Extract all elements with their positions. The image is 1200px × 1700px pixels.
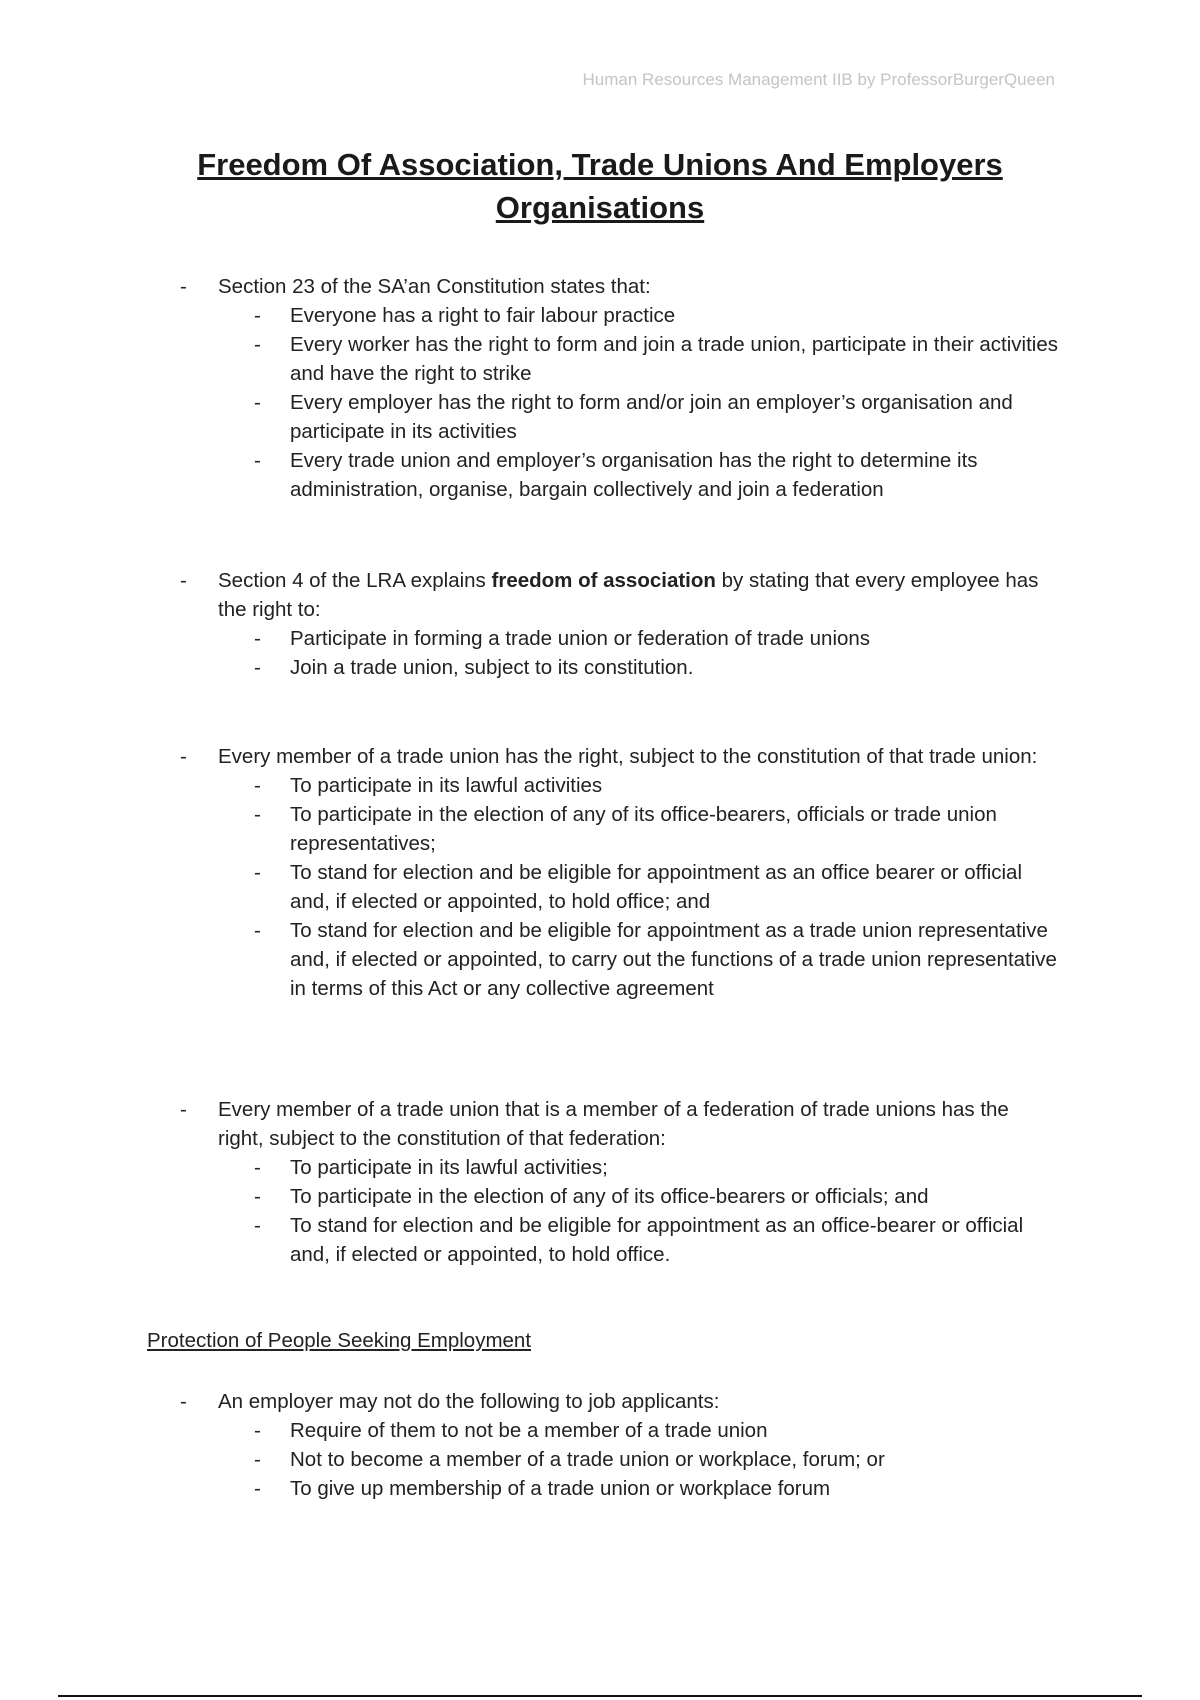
sub-bullet-text: To stand for election and be eligible for appointment as an office bearer or official and, if elected or appointed, to hold office; and (290, 861, 1023, 913)
bullet-item (180, 742, 1060, 771)
sub-bullet-text: To participate in the election of any of its office-bearers or officials; and (290, 1185, 929, 1208)
sub-bullet-text: Every worker has the right to form and join a trade union, participate in their activities and have the right to strike (290, 333, 1058, 385)
sub-bullet-item (180, 916, 1060, 1003)
dash-marker: - (254, 304, 261, 327)
dash-marker: - (180, 275, 187, 298)
sub-bullet-text: To give up membership of a trade union or workplace forum (290, 1477, 831, 1500)
sub-bullet-text: Everyone has a right to fair labour practice (290, 304, 676, 327)
section-constitution (180, 272, 1060, 504)
page-header: Human Resources Management IIB by ProfessorBurgerQueen (582, 70, 1055, 89)
dash-marker: - (254, 656, 261, 679)
dash-marker: - (254, 333, 261, 356)
bullet-text-before: Section 4 of the LRA explains (218, 569, 492, 592)
bullet-text: Every member of a trade union that is a member of a federation of trade unions has the right, subject to the constitution of that federation: (218, 1098, 1009, 1150)
dash-marker: - (254, 919, 261, 942)
sub-bullet-text: To participate in its lawful activities; (290, 1156, 608, 1179)
bullet-item (180, 272, 1060, 301)
sub-bullet-text: Not to become a member of a trade union or workplace, forum; or (290, 1448, 885, 1471)
section-federation-rights (180, 1095, 1060, 1269)
bold-term: freedom of association (491, 569, 716, 592)
sub-bullet-text: To participate in the election of any of its office-bearers, officials or trade union representatives; (290, 803, 997, 855)
title-line-2: Organisations (495, 190, 705, 225)
sub-bullet-item (180, 330, 1060, 388)
sub-bullet-item (180, 800, 1060, 858)
dash-marker: - (180, 745, 187, 768)
dash-marker: - (254, 774, 261, 797)
dash-marker: - (180, 1390, 187, 1413)
section-job-applicants (180, 1387, 1060, 1503)
sub-bullet-item (180, 1182, 1060, 1211)
dash-marker: - (254, 861, 261, 884)
section-subheading: Protection of People Seeking Employment (147, 1329, 532, 1352)
sub-bullet-text: Require of them to not be a member of a trade union (290, 1419, 768, 1442)
sub-bullet-item (180, 771, 1060, 800)
dash-marker: - (254, 1185, 261, 1208)
sub-bullet-item (180, 653, 1060, 682)
dash-marker: - (254, 391, 261, 414)
dash-marker: - (180, 569, 187, 592)
sub-bullet-text: To stand for election and be eligible for appointment as an office-bearer or official and, if elected or appointed, to hold office. (290, 1214, 1024, 1266)
bullet-text: Section 23 of the SA’an Constitution states that: (218, 275, 651, 298)
sub-bullet-text: Participate in forming a trade union or federation of trade unions (290, 627, 871, 650)
bullet-text: An employer may not do the following to job applicants: (218, 1390, 720, 1413)
dash-marker: - (180, 1098, 187, 1121)
sub-bullet-item (180, 388, 1060, 446)
bullet-text: Every member of a trade union has the right, subject to the constitution of that trade union: (218, 745, 1038, 768)
bullet-text-after: by stating that every employee has the right to: (218, 569, 1039, 621)
sub-bullet-text: Every trade union and employer’s organisation has the right to determine its administration, organise, bargain collectively and join a federation (290, 449, 978, 501)
title-line-1: Freedom Of Association, Trade Unions And Employers (197, 147, 1003, 182)
sub-bullet-text: To participate in its lawful activities (290, 774, 603, 797)
sub-bullet-text: To stand for election and be eligible for appointment as a trade union representative and, if elected or appointed, to carry out the functions of a trade union representative in terms of this Act or any collective agreement (290, 919, 1057, 1000)
section-lra-freedom (180, 566, 1060, 682)
dash-marker: - (254, 803, 261, 826)
page-title (150, 143, 1050, 229)
section-member-rights (180, 742, 1060, 1003)
sub-bullet-text: Every employer has the right to form and/or join an employer’s organisation and participate in its activities (290, 391, 1013, 443)
sub-bullet-item (180, 1153, 1060, 1182)
bottom-divider (58, 1695, 1142, 1697)
bullet-item (180, 566, 1060, 624)
sub-bullet-item (180, 1211, 1060, 1269)
sub-bullet-item (180, 301, 1060, 330)
sub-bullet-item (180, 1445, 1060, 1474)
dash-marker: - (254, 1448, 261, 1471)
dash-marker: - (254, 1214, 261, 1237)
sub-bullet-item (180, 1474, 1060, 1503)
bullet-item (180, 1095, 1060, 1153)
bullet-item (180, 1387, 1060, 1416)
sub-bullet-item (180, 624, 1060, 653)
dash-marker: - (254, 627, 261, 650)
sub-bullet-item (180, 1416, 1060, 1445)
sub-bullet-item (180, 446, 1060, 504)
sub-bullet-text: Join a trade union, subject to its constitution. (290, 656, 694, 679)
dash-marker: - (254, 1419, 261, 1442)
dash-marker: - (254, 449, 261, 472)
dash-marker: - (254, 1477, 261, 1500)
sub-bullet-item (180, 858, 1060, 916)
dash-marker: - (254, 1156, 261, 1179)
